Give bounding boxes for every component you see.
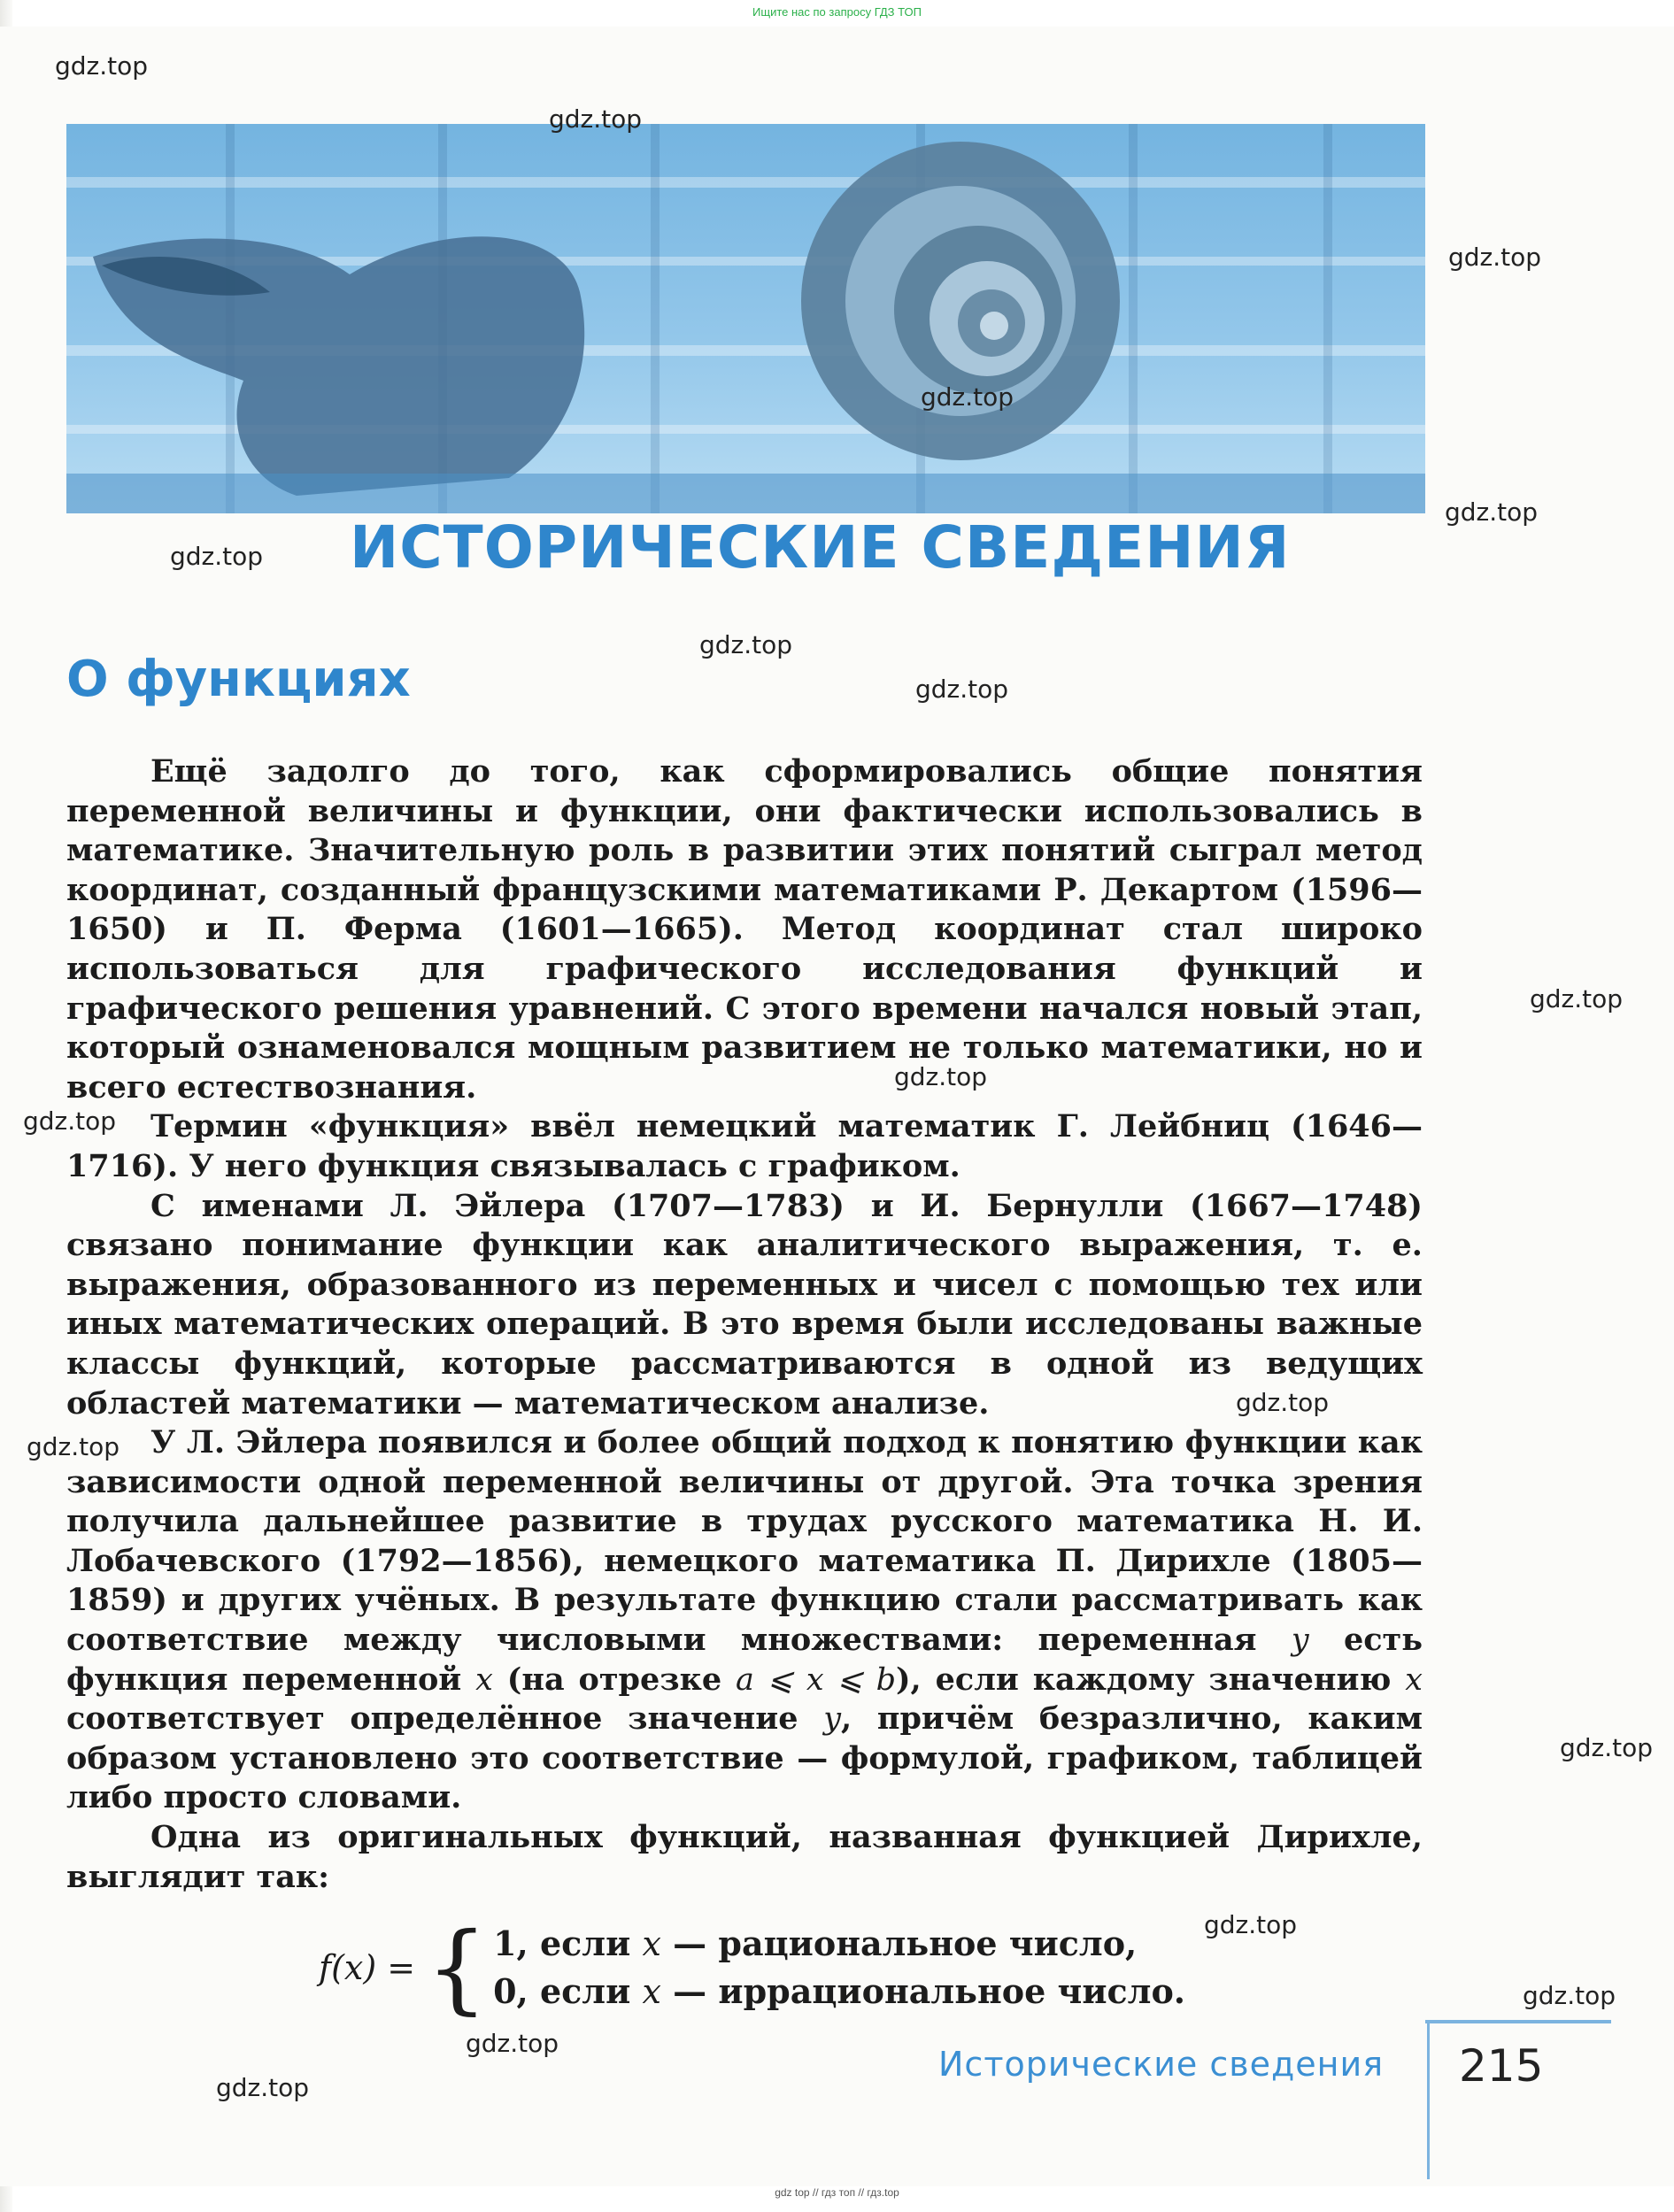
header-banner-image <box>66 124 1425 513</box>
math-variable: x <box>475 1661 493 1698</box>
formula-lhs: f(x) = <box>319 1948 416 1987</box>
body-text <box>66 752 1423 1897</box>
watermark: gdz.top <box>1236 1388 1330 1417</box>
footer-divider-vertical <box>1427 2020 1430 2179</box>
math-variable: x <box>1405 1661 1423 1698</box>
watermark: gdz.top <box>699 630 793 659</box>
bottom-note: gdz top // гдз топ // гдз.top <box>775 2186 899 2199</box>
watermark: gdz.top <box>55 51 149 81</box>
section-title: ИСТОРИЧЕСКИЕ СВЕДЕНИЯ <box>350 513 1291 582</box>
watermark: gdz.top <box>894 1062 988 1091</box>
formula-case: 1, если x — рациональное число, <box>493 1923 1138 1963</box>
watermark: gdz.top <box>1530 984 1624 1014</box>
footer-divider <box>1425 2020 1611 2023</box>
subsection-title: О функциях <box>66 651 411 708</box>
brace-icon: { <box>426 1911 489 2024</box>
running-footer: Исторические сведения <box>938 2045 1385 2084</box>
top-note: Ищите нас по запросу ГДЗ ТОП <box>752 5 922 19</box>
math-interval: a ⩽ x ⩽ b <box>736 1661 896 1698</box>
watermark: gdz.top <box>1445 497 1539 527</box>
paragraph: Одна из оригинальных функций, названная функцией Дирихле, выглядит так: <box>66 1819 1423 1895</box>
watermark: gdz.top <box>915 674 1009 704</box>
paragraph: У Л. Эйлера появился и более общий подход к понятию функции как зависимости одной переменной величины от другой. Эта точка зрения получила дальнейшее развитие в трудах русского математика Н. И. Лобачевского (1792—1856), немецкого математика П. Дирихле (1805—1859) и других учёных. В результате функцию стали рассматривать как соответствие между числовыми множествами: переменная y есть функция переменной x (на отрезке a ⩽ x ⩽ b), если каждому значению x соответствует определённое значение y, причём безразлично, каким образом установлено это соответствие — формулой, графиком, таблицей либо просто словами. <box>66 1424 1423 1816</box>
page-number: 215 <box>1459 2040 1544 2092</box>
watermark: gdz.top <box>23 1106 117 1136</box>
watermark: gdz.top <box>1204 1910 1298 1939</box>
paragraph: С именами Л. Эйлера (1707—1783) и И. Бернулли (1667—1748) связано понимание функции как аналитического выражения, т. е. выражения, образованного из переменных и чисел с помощью тех или иных математических операций. В это время были исследованы важные классы функций, которые рассматриваются в одной из ведущих областей математики — математическом анализе. <box>66 1187 1423 1422</box>
watermark: gdz.top <box>170 542 264 571</box>
watermark: gdz.top <box>1448 243 1542 272</box>
math-variable: y <box>1291 1622 1309 1659</box>
dirichlet-formula <box>319 1911 1186 2024</box>
paragraph: Термин «функция» ввёл немецкий математик Г. Лейбниц (1646—1716). У него функция связывалась с графиком. <box>66 1108 1423 1184</box>
watermark: gdz.top <box>921 382 1014 412</box>
paragraph: Ещё задолго до того, как сформировались общие понятия переменной величины и функции, они фактически использовались в математике. Значительную роль в развитии этих понятий сыграл метод координат, созданный французскими математиками Р. Декартом (1596—1650) и П. Ферма (1601—1665). Метод координат стал широко использоваться для графического исследования функций и графического решения уравнений. С этого времени начался новый этап, который ознаменовался мощным развитием не только математики, но и всего естествознания. <box>66 753 1423 1106</box>
math-variable: y <box>823 1701 841 1738</box>
watermark: gdz.top <box>549 104 643 134</box>
watermark: gdz.top <box>466 2029 559 2058</box>
watermark: gdz.top <box>1523 1981 1616 2010</box>
formula-cases <box>493 1920 1185 2015</box>
watermark: gdz.top <box>27 1432 120 1461</box>
watermark: gdz.top <box>1560 1733 1654 1762</box>
watermark: gdz.top <box>216 2073 310 2102</box>
formula-case: 0, если x — иррациональное число. <box>493 1971 1186 2011</box>
